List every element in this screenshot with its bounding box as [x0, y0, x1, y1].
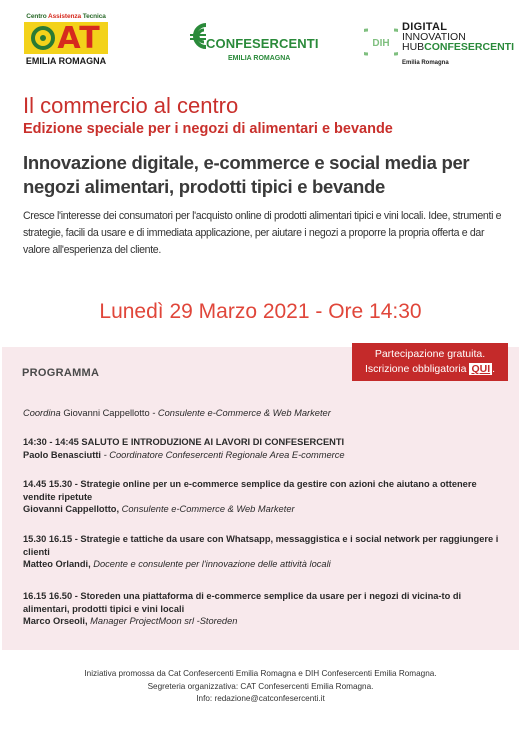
program-session-3: 15.30 16.15 - Strategie e tattiche da usare con Whatsapp, messaggistica e i social network per raggiungere i clienti Matteo Orlandi, Docente e consulente per l'innovazione delle attività locali — [23, 534, 499, 569]
footer-info: Info: redazione@catconfesercenti.it — [196, 694, 325, 703]
footer-promoter: Iniziativa promossa da Cat Confesercenti Emilia Romagna e DIH Confesercenti Emilia Romagna. — [84, 669, 437, 678]
confesercenti-name: CONFESERCENTI — [206, 36, 319, 51]
event-title: Il commercio al centro — [23, 93, 239, 118]
logo-bar — [0, 0, 521, 78]
svg-text:DIH: DIH — [372, 38, 390, 49]
confesercenti-logo — [186, 22, 319, 64]
program-heading: PROGRAMMA — [22, 367, 100, 379]
program-session-4: 16.15 16.50 - Storeden una piattaforma di e-commerce semplice da usare per i negozi di vicina-to di alimentari, prodotti tipici e vini locali Marco Orseoli, Manager ProjectMoon srl -Storeden — [23, 591, 462, 626]
event-subtitle: Edizione speciale per i negozi di alimentari e bevande — [23, 121, 393, 137]
event-intro: Cresce l'interesse dei consumatori per l'acquisto online di prodotti alimentari tipici e vini locali. Idee, strumenti e strategie, facili da usare e di immediata applicazione, per aiutare i negozi a proporre la propria offerta e dar valore all'esperienza del cliente. — [23, 210, 502, 256]
footer-secretariat: Segreteria organizzativa: CAT Confesercenti Emilia Romagna. — [147, 681, 374, 691]
cat-logo-region: EMILIA ROMAGNA — [25, 56, 107, 66]
cat-logo-tagline: Centro Assistenza Tecnica — [26, 13, 106, 20]
cat-logo-mark: AT — [24, 22, 108, 54]
registration-box — [352, 343, 508, 381]
dih-region: Emilia Romagna — [402, 60, 449, 66]
program-coordinator: Coordina Giovanni Cappellotto - Consulente e-Commerce & Web Marketer — [23, 408, 331, 418]
dih-logo — [362, 21, 515, 72]
event-headline: Innovazione digitale, e-commerce e social media per negozi alimentari, prodotti tipici e bevande — [23, 152, 470, 197]
program-session-2: 14.45 15.30 - Strategie online per un e-commerce semplice da gestire con azioni che aiutano a ottenere vendite ripetute Giovanni Cappellotto, Consulente e-Commerce & Web Marketer — [23, 479, 477, 514]
program-session-1: 14:30 - 14:45 SALUTO E INTRODUZIONE AI LAVORI DI CONFESERCENTI Paolo Benasciutti - Coordinatore Confesercenti Regionale Area E-commerce — [23, 437, 345, 460]
register-link[interactable]: QUI — [471, 363, 491, 375]
footer — [0, 668, 521, 706]
dih-wordmark: DIGITAL INNOVATION HUBCONFESERCENTI — [402, 21, 515, 53]
dih-badge-icon — [364, 28, 398, 56]
event-date: Lunedì 29 Marzo 2021 - Ore 14:30 — [99, 300, 422, 323]
confesercenti-region: EMILIA ROMAGNA — [228, 55, 291, 62]
cat-c-icon — [31, 26, 55, 50]
cta-free: Partecipazione gratuita. — [374, 348, 486, 360]
confesercenti-c-icon — [186, 22, 208, 50]
cat-logo — [24, 13, 108, 73]
cta-required: Iscrizione obbligatoria QUI . — [364, 363, 496, 375]
